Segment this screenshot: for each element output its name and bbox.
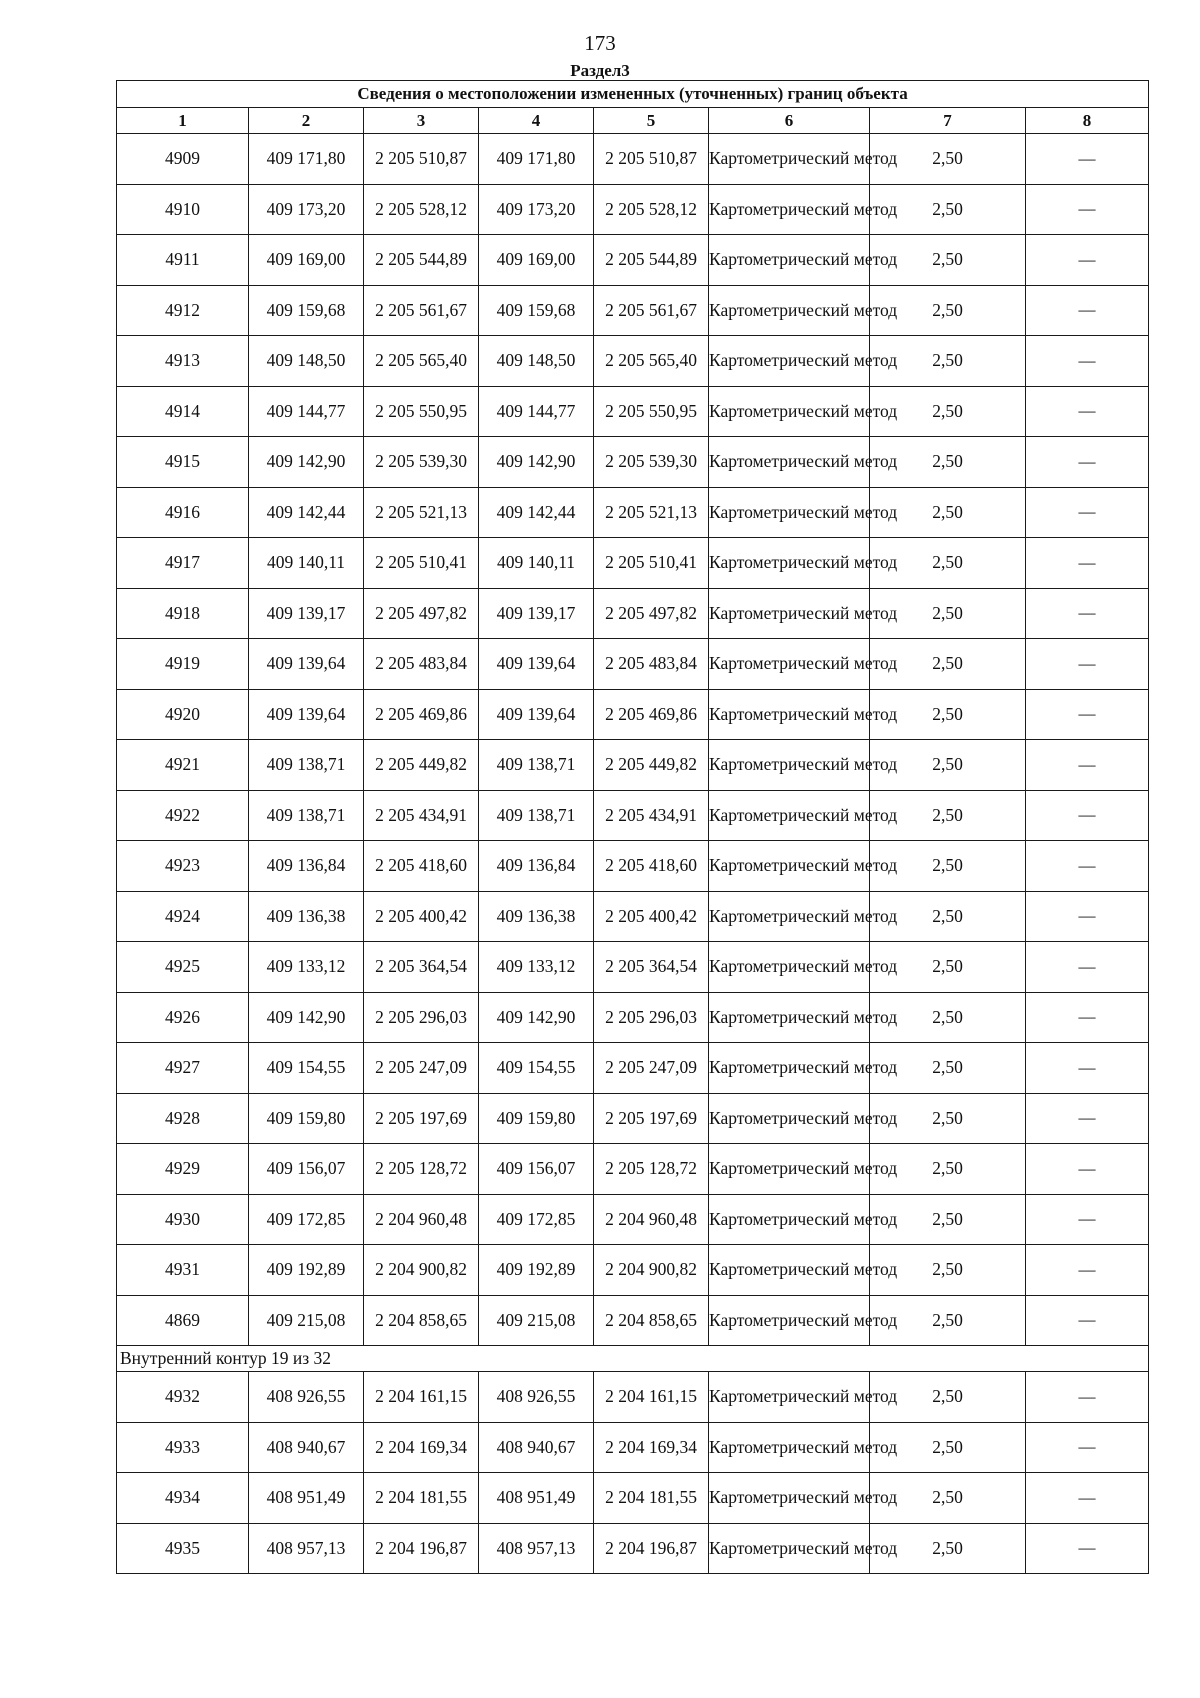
column-number: 7 [870,108,1026,134]
accuracy-cell: 2,50 [870,1473,1026,1524]
method-cell: Картометрический метод [709,740,870,791]
method-cell: Картометрический метод [709,992,870,1043]
x-existing-cell: 409 156,07 [249,1144,364,1195]
accuracy-cell: 2,50 [870,992,1026,1043]
method-cell: Картометрический метод [709,1473,870,1524]
point-id-cell: 4925 [117,942,249,993]
y-existing-cell: 2 205 296,03 [364,992,479,1043]
x-refined-cell: 408 951,49 [479,1473,594,1524]
x-refined-cell: 409 159,80 [479,1093,594,1144]
note-cell: — [1026,1523,1149,1574]
point-id-cell: 4933 [117,1422,249,1473]
method-cell: Картометрический метод [709,184,870,235]
x-refined-cell: 409 136,84 [479,841,594,892]
table-row [117,1245,1149,1296]
method-cell: Картометрический метод [709,1245,870,1296]
method-cell: Картометрический метод [709,942,870,993]
x-refined-cell: 409 139,64 [479,639,594,690]
x-refined-cell: 409 133,12 [479,942,594,993]
accuracy-cell: 2,50 [870,437,1026,488]
y-existing-cell: 2 205 449,82 [364,740,479,791]
x-existing-cell: 409 159,68 [249,285,364,336]
accuracy-cell: 2,50 [870,841,1026,892]
contour-section [117,1346,1149,1372]
table-row [117,538,1149,589]
contour-label: Внутренний контур 19 из 32 [117,1346,1149,1372]
column-number: 8 [1026,108,1149,134]
x-refined-cell: 409 154,55 [479,1043,594,1094]
y-existing-cell: 2 205 550,95 [364,386,479,437]
table-row [117,336,1149,387]
x-existing-cell: 409 148,50 [249,336,364,387]
point-id-cell: 4915 [117,437,249,488]
x-existing-cell: 409 171,80 [249,134,364,185]
table-row [117,1093,1149,1144]
x-existing-cell: 409 138,71 [249,790,364,841]
note-cell: — [1026,285,1149,336]
y-refined-cell: 2 204 196,87 [594,1523,709,1574]
accuracy-cell: 2,50 [870,336,1026,387]
column-number: 5 [594,108,709,134]
y-existing-cell: 2 205 197,69 [364,1093,479,1144]
method-cell: Картометрический метод [709,1372,870,1423]
x-refined-cell: 409 138,71 [479,790,594,841]
table-row [117,841,1149,892]
point-id-cell: 4921 [117,740,249,791]
x-existing-cell: 409 140,11 [249,538,364,589]
point-id-cell: 4924 [117,891,249,942]
y-refined-cell: 2 205 197,69 [594,1093,709,1144]
y-existing-cell: 2 205 497,82 [364,588,479,639]
accuracy-cell: 2,50 [870,487,1026,538]
x-existing-cell: 409 192,89 [249,1245,364,1296]
x-refined-cell: 409 142,90 [479,437,594,488]
method-cell: Картометрический метод [709,639,870,690]
x-refined-cell: 408 926,55 [479,1372,594,1423]
y-refined-cell: 2 205 364,54 [594,942,709,993]
table-row [117,1372,1149,1423]
y-existing-cell: 2 205 539,30 [364,437,479,488]
table-row [117,992,1149,1043]
table-row [117,487,1149,538]
x-existing-cell: 409 139,17 [249,588,364,639]
x-refined-cell: 409 156,07 [479,1144,594,1195]
note-cell: — [1026,740,1149,791]
note-cell: — [1026,437,1149,488]
note-cell: — [1026,386,1149,437]
method-cell: Картометрический метод [709,437,870,488]
note-cell: — [1026,235,1149,286]
x-refined-cell: 408 940,67 [479,1422,594,1473]
method-cell: Картометрический метод [709,1523,870,1574]
method-cell: Картометрический метод [709,790,870,841]
method-cell: Картометрический метод [709,285,870,336]
y-refined-cell: 2 204 181,55 [594,1473,709,1524]
x-existing-cell: 409 142,44 [249,487,364,538]
accuracy-cell: 2,50 [870,1523,1026,1574]
y-existing-cell: 2 205 469,86 [364,689,479,740]
note-cell: — [1026,538,1149,589]
y-refined-cell: 2 204 169,34 [594,1422,709,1473]
note-cell: — [1026,790,1149,841]
contour-row [117,1346,1149,1372]
note-cell: — [1026,336,1149,387]
x-existing-cell: 409 136,84 [249,841,364,892]
note-cell: — [1026,1194,1149,1245]
y-refined-cell: 2 205 434,91 [594,790,709,841]
x-existing-cell: 409 139,64 [249,689,364,740]
note-cell: — [1026,1043,1149,1094]
accuracy-cell: 2,50 [870,1194,1026,1245]
x-existing-cell: 409 142,90 [249,437,364,488]
y-existing-cell: 2 205 128,72 [364,1144,479,1195]
table-row [117,1144,1149,1195]
y-existing-cell: 2 205 418,60 [364,841,479,892]
y-existing-cell: 2 205 528,12 [364,184,479,235]
note-cell: — [1026,1422,1149,1473]
note-cell: — [1026,1295,1149,1346]
column-number: 2 [249,108,364,134]
y-existing-cell: 2 204 900,82 [364,1245,479,1296]
x-refined-cell: 409 139,17 [479,588,594,639]
x-refined-cell: 409 138,71 [479,740,594,791]
table-row [117,740,1149,791]
table-row [117,639,1149,690]
y-refined-cell: 2 205 521,13 [594,487,709,538]
table-body-group1 [117,134,1149,1346]
x-existing-cell: 409 144,77 [249,386,364,437]
table-row [117,588,1149,639]
y-refined-cell: 2 204 858,65 [594,1295,709,1346]
x-existing-cell: 409 133,12 [249,942,364,993]
x-refined-cell: 409 148,50 [479,336,594,387]
y-refined-cell: 2 205 565,40 [594,336,709,387]
x-existing-cell: 409 172,85 [249,1194,364,1245]
point-id-cell: 4869 [117,1295,249,1346]
x-refined-cell: 409 144,77 [479,386,594,437]
method-cell: Картометрический метод [709,1295,870,1346]
y-refined-cell: 2 205 128,72 [594,1144,709,1195]
accuracy-cell: 2,50 [870,790,1026,841]
table-row [117,891,1149,942]
accuracy-cell: 2,50 [870,1422,1026,1473]
method-cell: Картометрический метод [709,1144,870,1195]
accuracy-cell: 2,50 [870,538,1026,589]
y-refined-cell: 2 204 900,82 [594,1245,709,1296]
table-row [117,184,1149,235]
y-refined-cell: 2 205 418,60 [594,841,709,892]
x-existing-cell: 409 142,90 [249,992,364,1043]
point-id-cell: 4928 [117,1093,249,1144]
note-cell: — [1026,184,1149,235]
y-refined-cell: 2 205 544,89 [594,235,709,286]
method-cell: Картометрический метод [709,386,870,437]
note-cell: — [1026,1144,1149,1195]
y-existing-cell: 2 204 960,48 [364,1194,479,1245]
x-refined-cell: 408 957,13 [479,1523,594,1574]
method-cell: Картометрический метод [709,1093,870,1144]
table-row [117,1194,1149,1245]
point-id-cell: 4926 [117,992,249,1043]
y-existing-cell: 2 205 400,42 [364,891,479,942]
accuracy-cell: 2,50 [870,891,1026,942]
x-refined-cell: 409 192,89 [479,1245,594,1296]
y-refined-cell: 2 205 510,87 [594,134,709,185]
table-row [117,235,1149,286]
table-row [117,790,1149,841]
x-refined-cell: 409 140,11 [479,538,594,589]
point-id-cell: 4917 [117,538,249,589]
accuracy-cell: 2,50 [870,588,1026,639]
y-refined-cell: 2 205 510,41 [594,538,709,589]
table-row [117,689,1149,740]
accuracy-cell: 2,50 [870,285,1026,336]
y-existing-cell: 2 205 434,91 [364,790,479,841]
accuracy-cell: 2,50 [870,386,1026,437]
note-cell: — [1026,1093,1149,1144]
y-existing-cell: 2 205 510,41 [364,538,479,589]
point-id-cell: 4923 [117,841,249,892]
column-number: 1 [117,108,249,134]
accuracy-cell: 2,50 [870,1043,1026,1094]
table-row [117,1295,1149,1346]
note-cell: — [1026,487,1149,538]
x-existing-cell: 408 951,49 [249,1473,364,1524]
method-cell: Картометрический метод [709,487,870,538]
note-cell: — [1026,588,1149,639]
table-row [117,1043,1149,1094]
note-cell: — [1026,891,1149,942]
y-refined-cell: 2 205 497,82 [594,588,709,639]
method-cell: Картометрический метод [709,841,870,892]
point-id-cell: 4935 [117,1523,249,1574]
note-cell: — [1026,992,1149,1043]
y-refined-cell: 2 205 550,95 [594,386,709,437]
y-refined-cell: 2 204 161,15 [594,1372,709,1423]
x-existing-cell: 408 957,13 [249,1523,364,1574]
accuracy-cell: 2,50 [870,1144,1026,1195]
note-cell: — [1026,689,1149,740]
x-existing-cell: 409 154,55 [249,1043,364,1094]
point-id-cell: 4909 [117,134,249,185]
x-existing-cell: 409 159,80 [249,1093,364,1144]
point-id-cell: 4913 [117,336,249,387]
note-cell: — [1026,134,1149,185]
point-id-cell: 4919 [117,639,249,690]
table-row [117,437,1149,488]
table-row [117,942,1149,993]
x-existing-cell: 409 139,64 [249,639,364,690]
x-refined-cell: 409 172,85 [479,1194,594,1245]
table-row [117,134,1149,185]
point-id-cell: 4916 [117,487,249,538]
table-body-group2 [117,1372,1149,1574]
point-id-cell: 4918 [117,588,249,639]
page-number: 173 [584,31,616,55]
point-id-cell: 4931 [117,1245,249,1296]
y-existing-cell: 2 205 364,54 [364,942,479,993]
point-id-cell: 4912 [117,285,249,336]
y-refined-cell: 2 204 960,48 [594,1194,709,1245]
x-refined-cell: 409 173,20 [479,184,594,235]
column-number-row [117,108,1149,134]
y-existing-cell: 2 205 544,89 [364,235,479,286]
x-refined-cell: 409 142,90 [479,992,594,1043]
point-id-cell: 4914 [117,386,249,437]
method-cell: Картометрический метод [709,689,870,740]
point-id-cell: 4929 [117,1144,249,1195]
note-cell: — [1026,1473,1149,1524]
table-row [117,285,1149,336]
point-id-cell: 4932 [117,1372,249,1423]
x-refined-cell: 409 136,38 [479,891,594,942]
x-refined-cell: 409 169,00 [479,235,594,286]
method-cell: Картометрический метод [709,1194,870,1245]
table-row [117,1523,1149,1574]
column-number: 3 [364,108,479,134]
y-existing-cell: 2 204 161,15 [364,1372,479,1423]
x-existing-cell: 409 138,71 [249,740,364,791]
y-existing-cell: 2 205 510,87 [364,134,479,185]
y-existing-cell: 2 205 561,67 [364,285,479,336]
method-cell: Картометрический метод [709,891,870,942]
x-refined-cell: 409 139,64 [479,689,594,740]
column-number: 4 [479,108,594,134]
column-number: 6 [709,108,870,134]
accuracy-cell: 2,50 [870,1372,1026,1423]
y-refined-cell: 2 205 400,42 [594,891,709,942]
y-existing-cell: 2 205 565,40 [364,336,479,387]
accuracy-cell: 2,50 [870,235,1026,286]
y-refined-cell: 2 205 539,30 [594,437,709,488]
x-existing-cell: 409 169,00 [249,235,364,286]
note-cell: — [1026,1372,1149,1423]
method-cell: Картометрический метод [709,588,870,639]
x-refined-cell: 409 142,44 [479,487,594,538]
point-id-cell: 4927 [117,1043,249,1094]
x-existing-cell: 409 215,08 [249,1295,364,1346]
note-cell: — [1026,841,1149,892]
method-cell: Картометрический метод [709,235,870,286]
point-id-cell: 4934 [117,1473,249,1524]
accuracy-cell: 2,50 [870,740,1026,791]
y-existing-cell: 2 204 181,55 [364,1473,479,1524]
x-existing-cell: 408 926,55 [249,1372,364,1423]
y-existing-cell: 2 205 247,09 [364,1043,479,1094]
y-refined-cell: 2 205 483,84 [594,639,709,690]
accuracy-cell: 2,50 [870,1295,1026,1346]
accuracy-cell: 2,50 [870,942,1026,993]
point-id-cell: 4920 [117,689,249,740]
table-caption: Сведения о местоположении измененных (уточненных) границ объекта [117,81,1149,108]
table-row [117,386,1149,437]
y-refined-cell: 2 205 561,67 [594,285,709,336]
method-cell: Картометрический метод [709,134,870,185]
x-existing-cell: 409 136,38 [249,891,364,942]
accuracy-cell: 2,50 [870,184,1026,235]
accuracy-cell: 2,50 [870,134,1026,185]
note-cell: — [1026,1245,1149,1296]
y-existing-cell: 2 204 169,34 [364,1422,479,1473]
accuracy-cell: 2,50 [870,1093,1026,1144]
point-id-cell: 4911 [117,235,249,286]
y-refined-cell: 2 205 449,82 [594,740,709,791]
accuracy-cell: 2,50 [870,639,1026,690]
x-refined-cell: 409 171,80 [479,134,594,185]
table-row [117,1422,1149,1473]
note-cell: — [1026,639,1149,690]
note-cell: — [1026,942,1149,993]
coordinates-table [116,80,1149,1574]
method-cell: Картометрический метод [709,336,870,387]
y-existing-cell: 2 204 196,87 [364,1523,479,1574]
table-caption-row [117,81,1149,108]
method-cell: Картометрический метод [709,1043,870,1094]
point-id-cell: 4910 [117,184,249,235]
point-id-cell: 4930 [117,1194,249,1245]
table-row [117,1473,1149,1524]
y-refined-cell: 2 205 296,03 [594,992,709,1043]
section-title: Раздел3 [570,61,630,80]
y-existing-cell: 2 205 483,84 [364,639,479,690]
x-existing-cell: 408 940,67 [249,1422,364,1473]
y-refined-cell: 2 205 528,12 [594,184,709,235]
accuracy-cell: 2,50 [870,689,1026,740]
point-id-cell: 4922 [117,790,249,841]
x-refined-cell: 409 215,08 [479,1295,594,1346]
method-cell: Картометрический метод [709,1422,870,1473]
y-existing-cell: 2 205 521,13 [364,487,479,538]
x-existing-cell: 409 173,20 [249,184,364,235]
y-refined-cell: 2 205 247,09 [594,1043,709,1094]
x-refined-cell: 409 159,68 [479,285,594,336]
y-refined-cell: 2 205 469,86 [594,689,709,740]
y-existing-cell: 2 204 858,65 [364,1295,479,1346]
accuracy-cell: 2,50 [870,1245,1026,1296]
method-cell: Картометрический метод [709,538,870,589]
